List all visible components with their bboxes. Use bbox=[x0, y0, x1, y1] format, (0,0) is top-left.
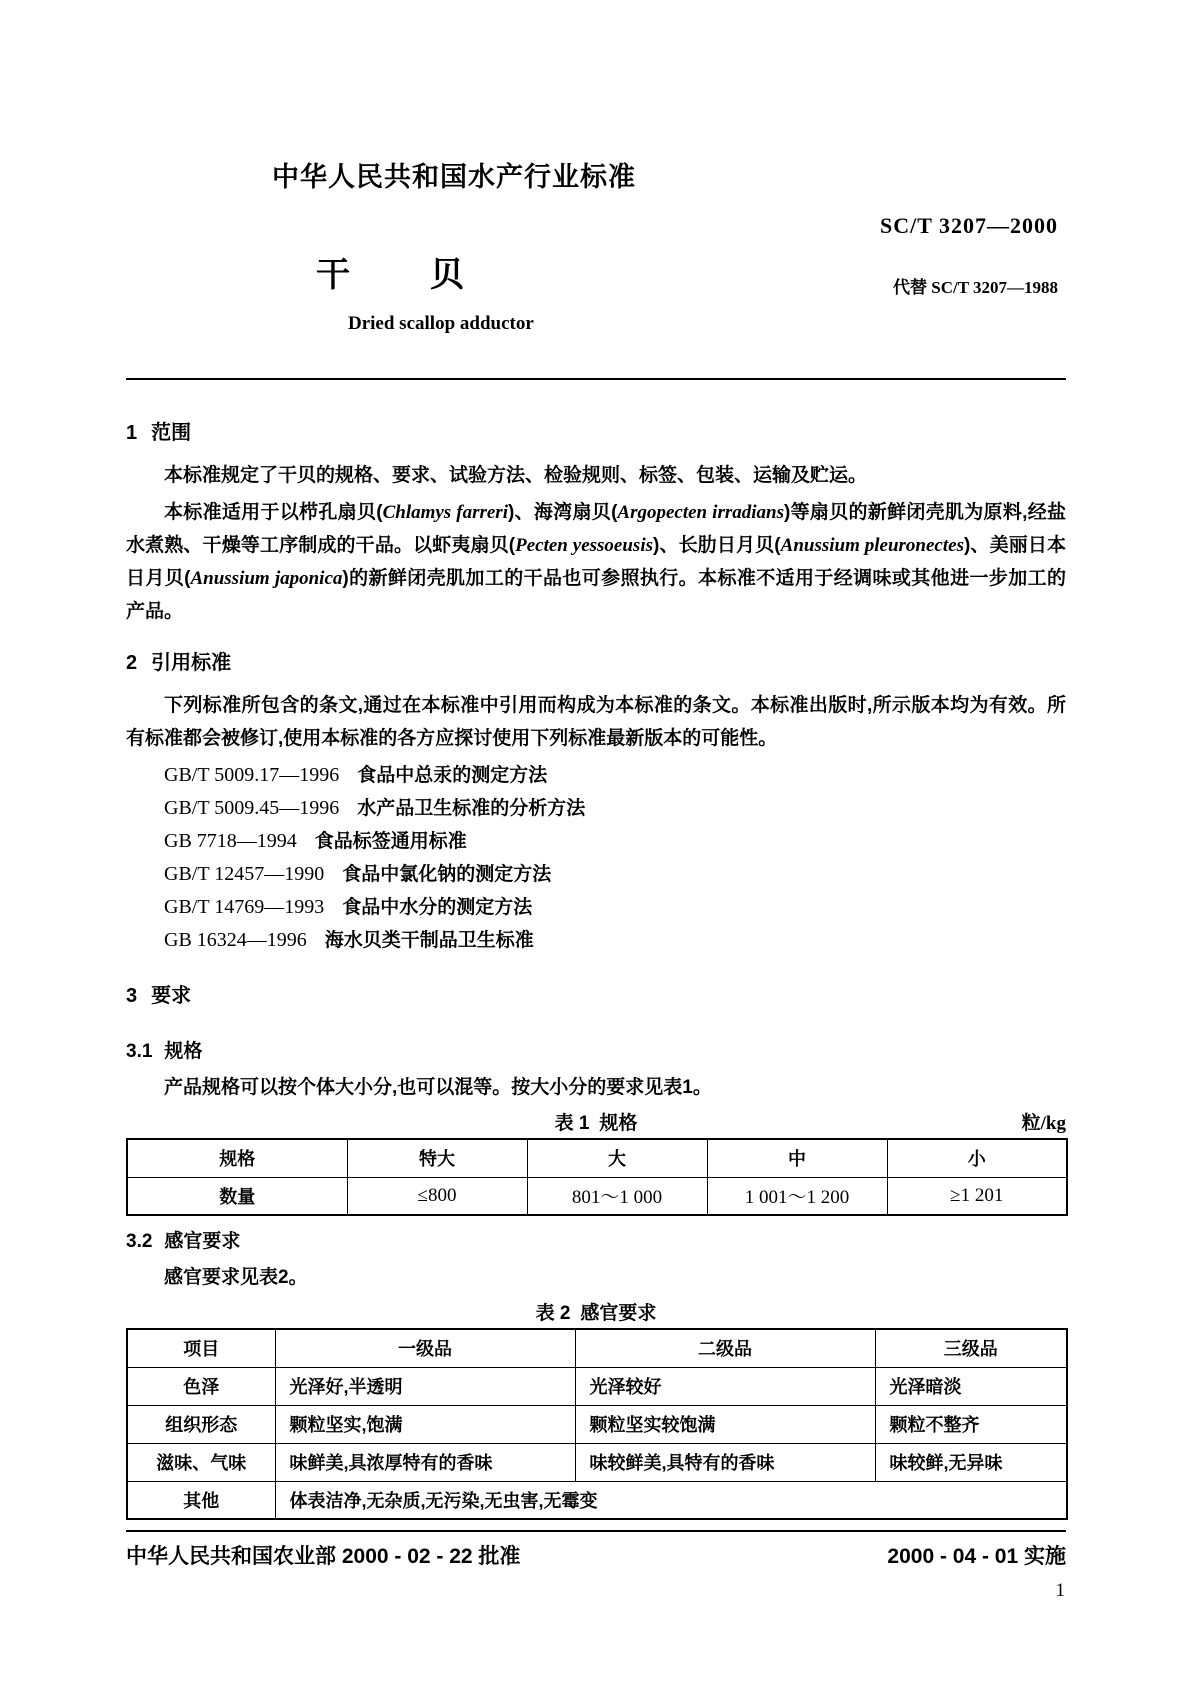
p2-seg-b: )、海湾扇贝( bbox=[507, 502, 618, 523]
replaces-code: SC/T 3207—1988 bbox=[931, 278, 1058, 297]
document-title-en: Dried scallop adductor bbox=[348, 313, 534, 334]
reference-title: 食品标签通用标准 bbox=[314, 831, 467, 852]
clause-2-heading bbox=[126, 646, 1066, 675]
list-item bbox=[126, 825, 1066, 858]
table-2-header-cell: 一级品 bbox=[275, 1329, 575, 1367]
clause-1-heading bbox=[126, 416, 1066, 445]
page-number: 1 bbox=[1055, 1580, 1065, 1601]
table-2-value-cell: 颗粒不整齐 bbox=[875, 1405, 1067, 1443]
clause-3-1-paragraph-1: 产品规格可以按个体大小分,也可以混等。按大小分的要求见表1。 bbox=[164, 1077, 712, 1098]
replaces-label: 代替 bbox=[893, 278, 927, 297]
table-row bbox=[127, 1367, 1067, 1405]
table-2-value-cell: 味较鲜,无异味 bbox=[875, 1443, 1067, 1481]
footer-divider-rule bbox=[126, 1530, 1066, 1532]
table-2-value-cell: 味较鲜美,具特有的香味 bbox=[575, 1443, 875, 1481]
table-1-row-label: 数量 bbox=[127, 1177, 347, 1215]
list-item bbox=[126, 759, 1066, 792]
p2-seg-c: )等扇贝的新鲜闭壳肌为原料,经盐水煮熟、干燥等工序制成的干品。以虾夷扇贝( bbox=[126, 502, 1067, 556]
table-1-number: 表 1 bbox=[554, 1113, 590, 1134]
species-chlamys-farreri: Chlamys farreri bbox=[382, 502, 508, 523]
p2-seg-f: )的新鲜闭壳肌加工的干品也可参照执行。本标准不适用于经调味或其他进一步加工的产品。 bbox=[126, 568, 1066, 622]
approval-statement: 中华人民共和国农业部 2000 - 02 - 22 批准 bbox=[126, 1545, 521, 1568]
reference-title: 食品中总汞的测定方法 bbox=[357, 765, 548, 786]
table-2-value-cell: 光泽较好 bbox=[575, 1367, 875, 1405]
clause-2-paragraph-1: 下列标准所包含的条文,通过在本标准中引用而构成为本标准的条文。本标准出版时,所示版本均为有效。所有标准都会被修订,使用本标准的各方应探讨使用下列标准最新版本的可能性。 bbox=[126, 695, 1066, 749]
clause-3-2-paragraph-1: 感官要求见表2。 bbox=[164, 1267, 308, 1288]
reference-code: GB/T 14769—1993 bbox=[164, 896, 325, 918]
clause-3-1-number: 3.1 bbox=[126, 1041, 153, 1062]
table-1-header-cell: 特大 bbox=[347, 1139, 527, 1177]
document-title-cn: 干贝 bbox=[316, 256, 544, 294]
clause-1-paragraph-1: 本标准规定了干贝的规格、要求、试验方法、检验规则、标签、包装、运输及贮运。 bbox=[164, 465, 868, 486]
clause-2-title: 引用标准 bbox=[151, 652, 232, 674]
header-divider-rule bbox=[126, 378, 1066, 380]
clause-1-paragraph-2 bbox=[126, 496, 1066, 628]
clause-3-number: 3 bbox=[126, 985, 138, 1007]
reference-title: 食品中水分的测定方法 bbox=[342, 897, 533, 918]
table-2-header-cell: 三级品 bbox=[875, 1329, 1067, 1367]
table-2-header-cell: 项目 bbox=[127, 1329, 275, 1367]
list-item bbox=[126, 858, 1066, 891]
list-item bbox=[126, 924, 1066, 957]
table-2-row-label: 色泽 bbox=[127, 1367, 275, 1405]
table-2-title: 感官要求 bbox=[580, 1303, 657, 1324]
p2-seg-e: )、美丽日本日月贝( bbox=[126, 535, 1066, 589]
clause-3-2-heading bbox=[126, 1226, 1066, 1253]
clause-3-1-title: 规格 bbox=[164, 1041, 203, 1062]
table-row bbox=[127, 1443, 1067, 1481]
table-1-value-cell: 1 001～1 200 bbox=[707, 1177, 887, 1215]
table-2-row-label: 其他 bbox=[127, 1481, 275, 1519]
reference-code: GB 7718—1994 bbox=[164, 830, 297, 852]
table-1-caption bbox=[126, 1108, 1066, 1135]
p2-seg-a: 本标准适用于以栉孔扇贝( bbox=[164, 502, 383, 523]
table-2-value-cell: 颗粒坚实,饱满 bbox=[275, 1405, 575, 1443]
reference-title: 水产品卫生标准的分析方法 bbox=[357, 798, 586, 819]
reference-code: GB 16324—1996 bbox=[164, 929, 307, 951]
species-anussium-pleuronectes: Anussium pleuronectes bbox=[780, 535, 964, 556]
table-2-number: 表 2 bbox=[535, 1303, 571, 1324]
standard-number: SC/T 3207—2000 bbox=[879, 213, 1058, 238]
table-2-value-cell: 光泽暗淡 bbox=[875, 1367, 1067, 1405]
table-row bbox=[127, 1139, 1067, 1177]
reference-title: 海水贝类干制品卫生标准 bbox=[324, 930, 534, 951]
masthead bbox=[126, 155, 1066, 385]
table-1-header-cell: 中 bbox=[707, 1139, 887, 1177]
table-2-value-cell: 味鲜美,具浓厚特有的香味 bbox=[275, 1443, 575, 1481]
page-footer bbox=[126, 1540, 1066, 1570]
document-body bbox=[126, 416, 1066, 1520]
table-1-value-cell: 801～1 000 bbox=[527, 1177, 707, 1215]
table-2-span-value-cell: 体表洁净,无杂质,无污染,无虫害,无霉变 bbox=[275, 1481, 1067, 1519]
table-2-caption bbox=[126, 1298, 1066, 1325]
reference-code: GB/T 5009.45—1996 bbox=[164, 797, 340, 819]
species-argopecten-irradians: Argopecten irradians bbox=[617, 502, 784, 523]
masthead-area bbox=[126, 0, 1066, 385]
table-row bbox=[127, 1177, 1067, 1215]
clause-2-number: 2 bbox=[126, 652, 138, 674]
reference-code: GB/T 5009.17—1996 bbox=[164, 764, 340, 786]
table-1-value-cell: ≤800 bbox=[347, 1177, 527, 1215]
table-2-sensory-requirements bbox=[126, 1328, 1068, 1520]
table-1-caption-line bbox=[126, 1108, 1066, 1138]
table-2-header-cell: 二级品 bbox=[575, 1329, 875, 1367]
clause-3-heading bbox=[126, 979, 1066, 1008]
reference-title: 食品中氯化钠的测定方法 bbox=[342, 864, 552, 885]
clause-3-2-title: 感官要求 bbox=[164, 1231, 241, 1252]
table-row bbox=[127, 1405, 1067, 1443]
implementation-statement: 2000 - 04 - 01 实施 bbox=[887, 1545, 1066, 1568]
table-row bbox=[127, 1329, 1067, 1367]
table-1-header-cell: 规格 bbox=[127, 1139, 347, 1177]
normative-references-list bbox=[126, 759, 1066, 957]
table-1-header-cell: 小 bbox=[887, 1139, 1067, 1177]
list-item bbox=[126, 792, 1066, 825]
table-2-caption-line bbox=[126, 1298, 1066, 1328]
table-2-value-cell: 颗粒坚实较饱满 bbox=[575, 1405, 875, 1443]
reference-code: GB/T 12457—1990 bbox=[164, 863, 325, 885]
table-1-value-cell: ≥1 201 bbox=[887, 1177, 1067, 1215]
clause-1-title: 范围 bbox=[151, 422, 192, 444]
table-1-header-cell: 大 bbox=[527, 1139, 707, 1177]
table-1-specifications bbox=[126, 1138, 1068, 1216]
species-anussium-japonica: Anussium japonica bbox=[190, 568, 343, 589]
issuing-organization-title: 中华人民共和国水产行业标准 bbox=[272, 162, 636, 192]
clause-3-1-heading bbox=[126, 1036, 1066, 1063]
p2-seg-d: )、长肋日月贝( bbox=[653, 535, 781, 556]
table-2-value-cell: 光泽好,半透明 bbox=[275, 1367, 575, 1405]
clause-1-number: 1 bbox=[126, 422, 138, 444]
table-row bbox=[127, 1481, 1067, 1519]
replaced-standard bbox=[893, 273, 1058, 298]
clause-3-title: 要求 bbox=[151, 985, 192, 1007]
table-2-row-label: 滋味、气味 bbox=[127, 1443, 275, 1481]
table-2-row-label: 组织形态 bbox=[127, 1405, 275, 1443]
table-1-title: 规格 bbox=[599, 1113, 638, 1134]
list-item bbox=[126, 891, 1066, 924]
clause-3-2-number: 3.2 bbox=[126, 1231, 153, 1252]
table-1-unit: 粒/kg bbox=[1021, 1113, 1066, 1134]
species-pecten-yessoeusis: Pecten yessoeusis bbox=[515, 535, 653, 556]
